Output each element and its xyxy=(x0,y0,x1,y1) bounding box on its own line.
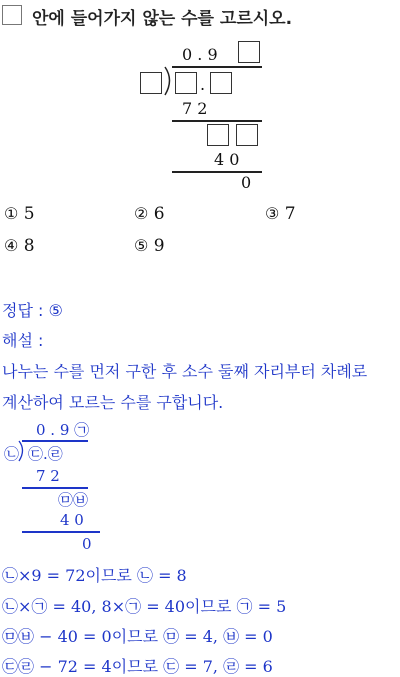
worked-dividend: ㉢.㉣ xyxy=(28,445,63,463)
dividend-tens-blank-box xyxy=(175,72,197,94)
worked-divisor: ㉡ xyxy=(4,445,20,463)
remainder-ones-blank-box xyxy=(236,124,258,146)
option-2[interactable]: ② 6 xyxy=(134,204,165,224)
worked-quotient: 0 . 9 ㉠ xyxy=(36,421,90,439)
divisor-blank-box xyxy=(140,72,162,94)
worked-division-bar xyxy=(22,440,88,442)
quotient-digits: 0 . 9 xyxy=(182,45,218,64)
worked-remainder-symbols: ㉤㉥ xyxy=(58,491,89,509)
step-2: ㉡×㉠ = 40, 8×㉠ = 40이므로 ㉠ = 5 xyxy=(2,597,287,616)
explanation-line-1: 나누는 수를 먼저 구한 후 소수 둘째 자리부터 차례로 xyxy=(2,362,368,381)
option-1[interactable]: ① 5 xyxy=(4,204,35,224)
dividend-decimal-point: . xyxy=(200,75,206,94)
explanation-label: 해설 : xyxy=(2,331,44,350)
answer-value: ⑤ xyxy=(48,301,63,320)
subtract-second: 4 0 xyxy=(214,150,240,169)
step-3: ㉤㉥ − 40 = 0이므로 ㉤ = 4, ㉥ = 0 xyxy=(2,627,273,646)
dividend-ones-blank-box xyxy=(210,72,232,94)
quotient-blank-box xyxy=(238,41,260,63)
final-remainder: 0 xyxy=(241,173,252,192)
answer-line: 정답 : ⑤ xyxy=(2,301,63,320)
option-3[interactable]: ③ 7 xyxy=(265,204,296,224)
subtract-first: 7 2 xyxy=(182,99,208,118)
option-5[interactable]: ⑤ 9 xyxy=(134,236,165,256)
question-text: 안에 들어가지 않는 수를 고르시오. xyxy=(32,9,293,29)
worked-division-bracket xyxy=(18,440,26,462)
subtract-line-1 xyxy=(172,120,262,122)
explanation-line-2: 계산하여 모르는 수를 구합니다. xyxy=(2,393,224,412)
division-bracket xyxy=(163,66,175,96)
division-bar xyxy=(172,66,262,68)
step-1: ㉡×9 = 72이므로 ㉡ = 8 xyxy=(2,566,187,585)
worked-subtract-2: 4 0 xyxy=(60,511,84,529)
worked-subtract-line-2 xyxy=(22,531,100,533)
remainder-tens-blank-box xyxy=(207,124,229,146)
step-4: ㉢㉣ − 72 = 4이므로 ㉢ = 7, ㉣ = 6 xyxy=(2,657,273,676)
worked-subtract-1: 7 2 xyxy=(36,467,60,485)
answer-blank-box xyxy=(2,5,22,25)
worked-final-remainder: 0 xyxy=(82,535,92,553)
option-4[interactable]: ④ 8 xyxy=(4,236,35,256)
